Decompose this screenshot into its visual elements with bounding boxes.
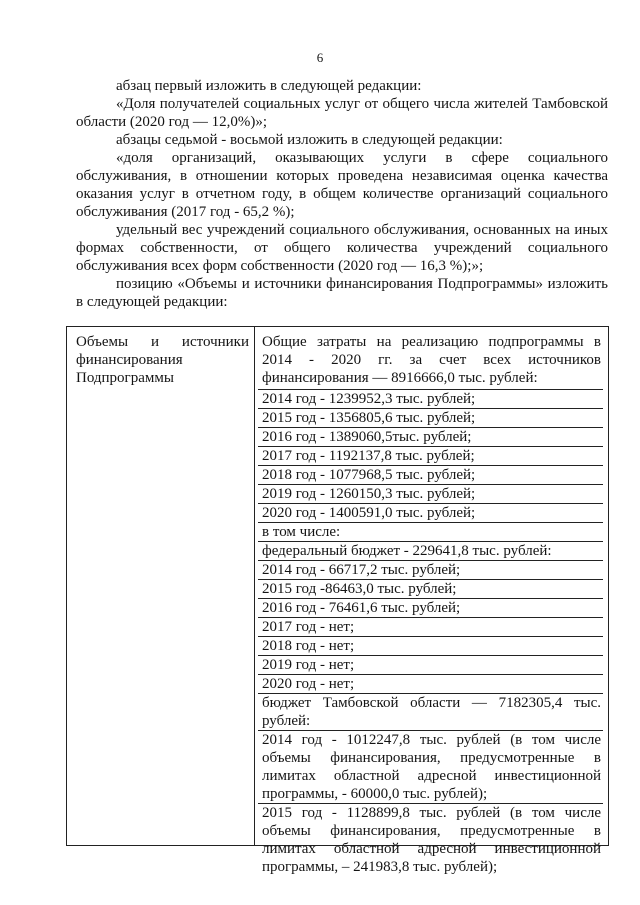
paragraph-2: «Доля получателей социальных услуг от общего числа жителей Тамбовской области (2020 год — 12,0%)»; [76,96,608,130]
federal-budget-total: федеральный бюджет - 229641,8 тыс. рублей: [258,542,603,561]
column-divider [254,327,255,845]
total-year-row: 2018 год - 1077968,5 тыс. рублей; [258,466,603,485]
label-line-1 [76,333,249,351]
total-year-row: 2019 год - 1260150,3 тыс. рублей; [258,485,603,504]
total-year-row: 2017 год - 1192137,8 тыс. рублей; [258,447,603,466]
total-year-row: 2015 год - 1356805,6 тыс. рублей; [258,409,603,428]
including-label: в том числе: [258,523,603,542]
federal-year-row: 2019 год - нет; [258,656,603,675]
paragraph-3: абзацы седьмой - восьмой изложить в следующей редакции: [116,132,503,148]
regional-year-2014: 2014 год - 1012247,8 тыс. рублей (в том числе объемы финансирования, предусмотренные в лимитах областной адресной инвестиционной программы, - 60000,0 тыс. рублей); [258,731,603,804]
federal-year-row: 2020 год - нет; [258,675,603,694]
federal-year-row: 2017 год - нет; [258,618,603,637]
body-text [76,77,608,311]
page-number: 6 [316,50,324,65]
label-word-sources: источники [181,334,249,350]
regional-budget-total: бюджет Тамбовской области — 7182305,4 тыс. рублей: [258,694,603,731]
total-costs-paragraph: Общие затраты на реализацию подпрограммы в 2014 - 2020 гг. за счет всех источников финансирования — 8916666,0 тыс. рублей: [258,333,603,390]
total-year-row: 2014 год - 1239952,3 тыс. рублей; [258,390,603,409]
label-word-volumes: Объемы [76,334,129,350]
federal-year-row: 2015 год -86463,0 тыс. рублей; [258,580,603,599]
label-line-2: финансирования [76,352,183,368]
total-year-row: 2020 год - 1400591,0 тыс. рублей; [258,504,603,523]
paragraph-5: удельный вес учреждений социального обслуживания, основанных на иных формах собственности, от общего количества учреждений социального обслуживания всех форм собственности (2020 год — 16,3 %);»; [76,222,608,274]
federal-year-row: 2016 год - 76461,6 тыс. рублей; [258,599,603,618]
federal-year-row: 2018 год - нет; [258,637,603,656]
label-line-3: Подпрограммы [76,370,174,386]
total-year-row: 2016 год - 1389060,5тыс. рублей; [258,428,603,447]
funding-table [66,326,609,875]
paragraph-1: абзац первый изложить в следующей редакции: [116,78,422,94]
federal-year-row: 2014 год - 66717,2 тыс. рублей; [258,561,603,580]
label-word-and: и [150,334,160,350]
regional-year-2015: 2015 год - 1128899,8 тыс. рублей (в том числе объемы финансирования, предусмотренные в лимитах областной адресной инвестиционной программы, – 241983,8 тыс. рублей); [262,805,601,875]
table-label-cell [76,333,249,387]
table-value-cell [258,333,603,876]
paragraph-6: позицию «Объемы и источники финансирования Подпрограммы» изложить в следующей редакции: [76,276,608,310]
paragraph-4: «доля организаций, оказывающих услуги в сфере социального обслуживания, в отношении которых проведена независимая оценка качества оказания услуг в отчетном году, в общем количестве организаций социального обслуживания (2017 год - 65,2 %); [76,150,608,220]
